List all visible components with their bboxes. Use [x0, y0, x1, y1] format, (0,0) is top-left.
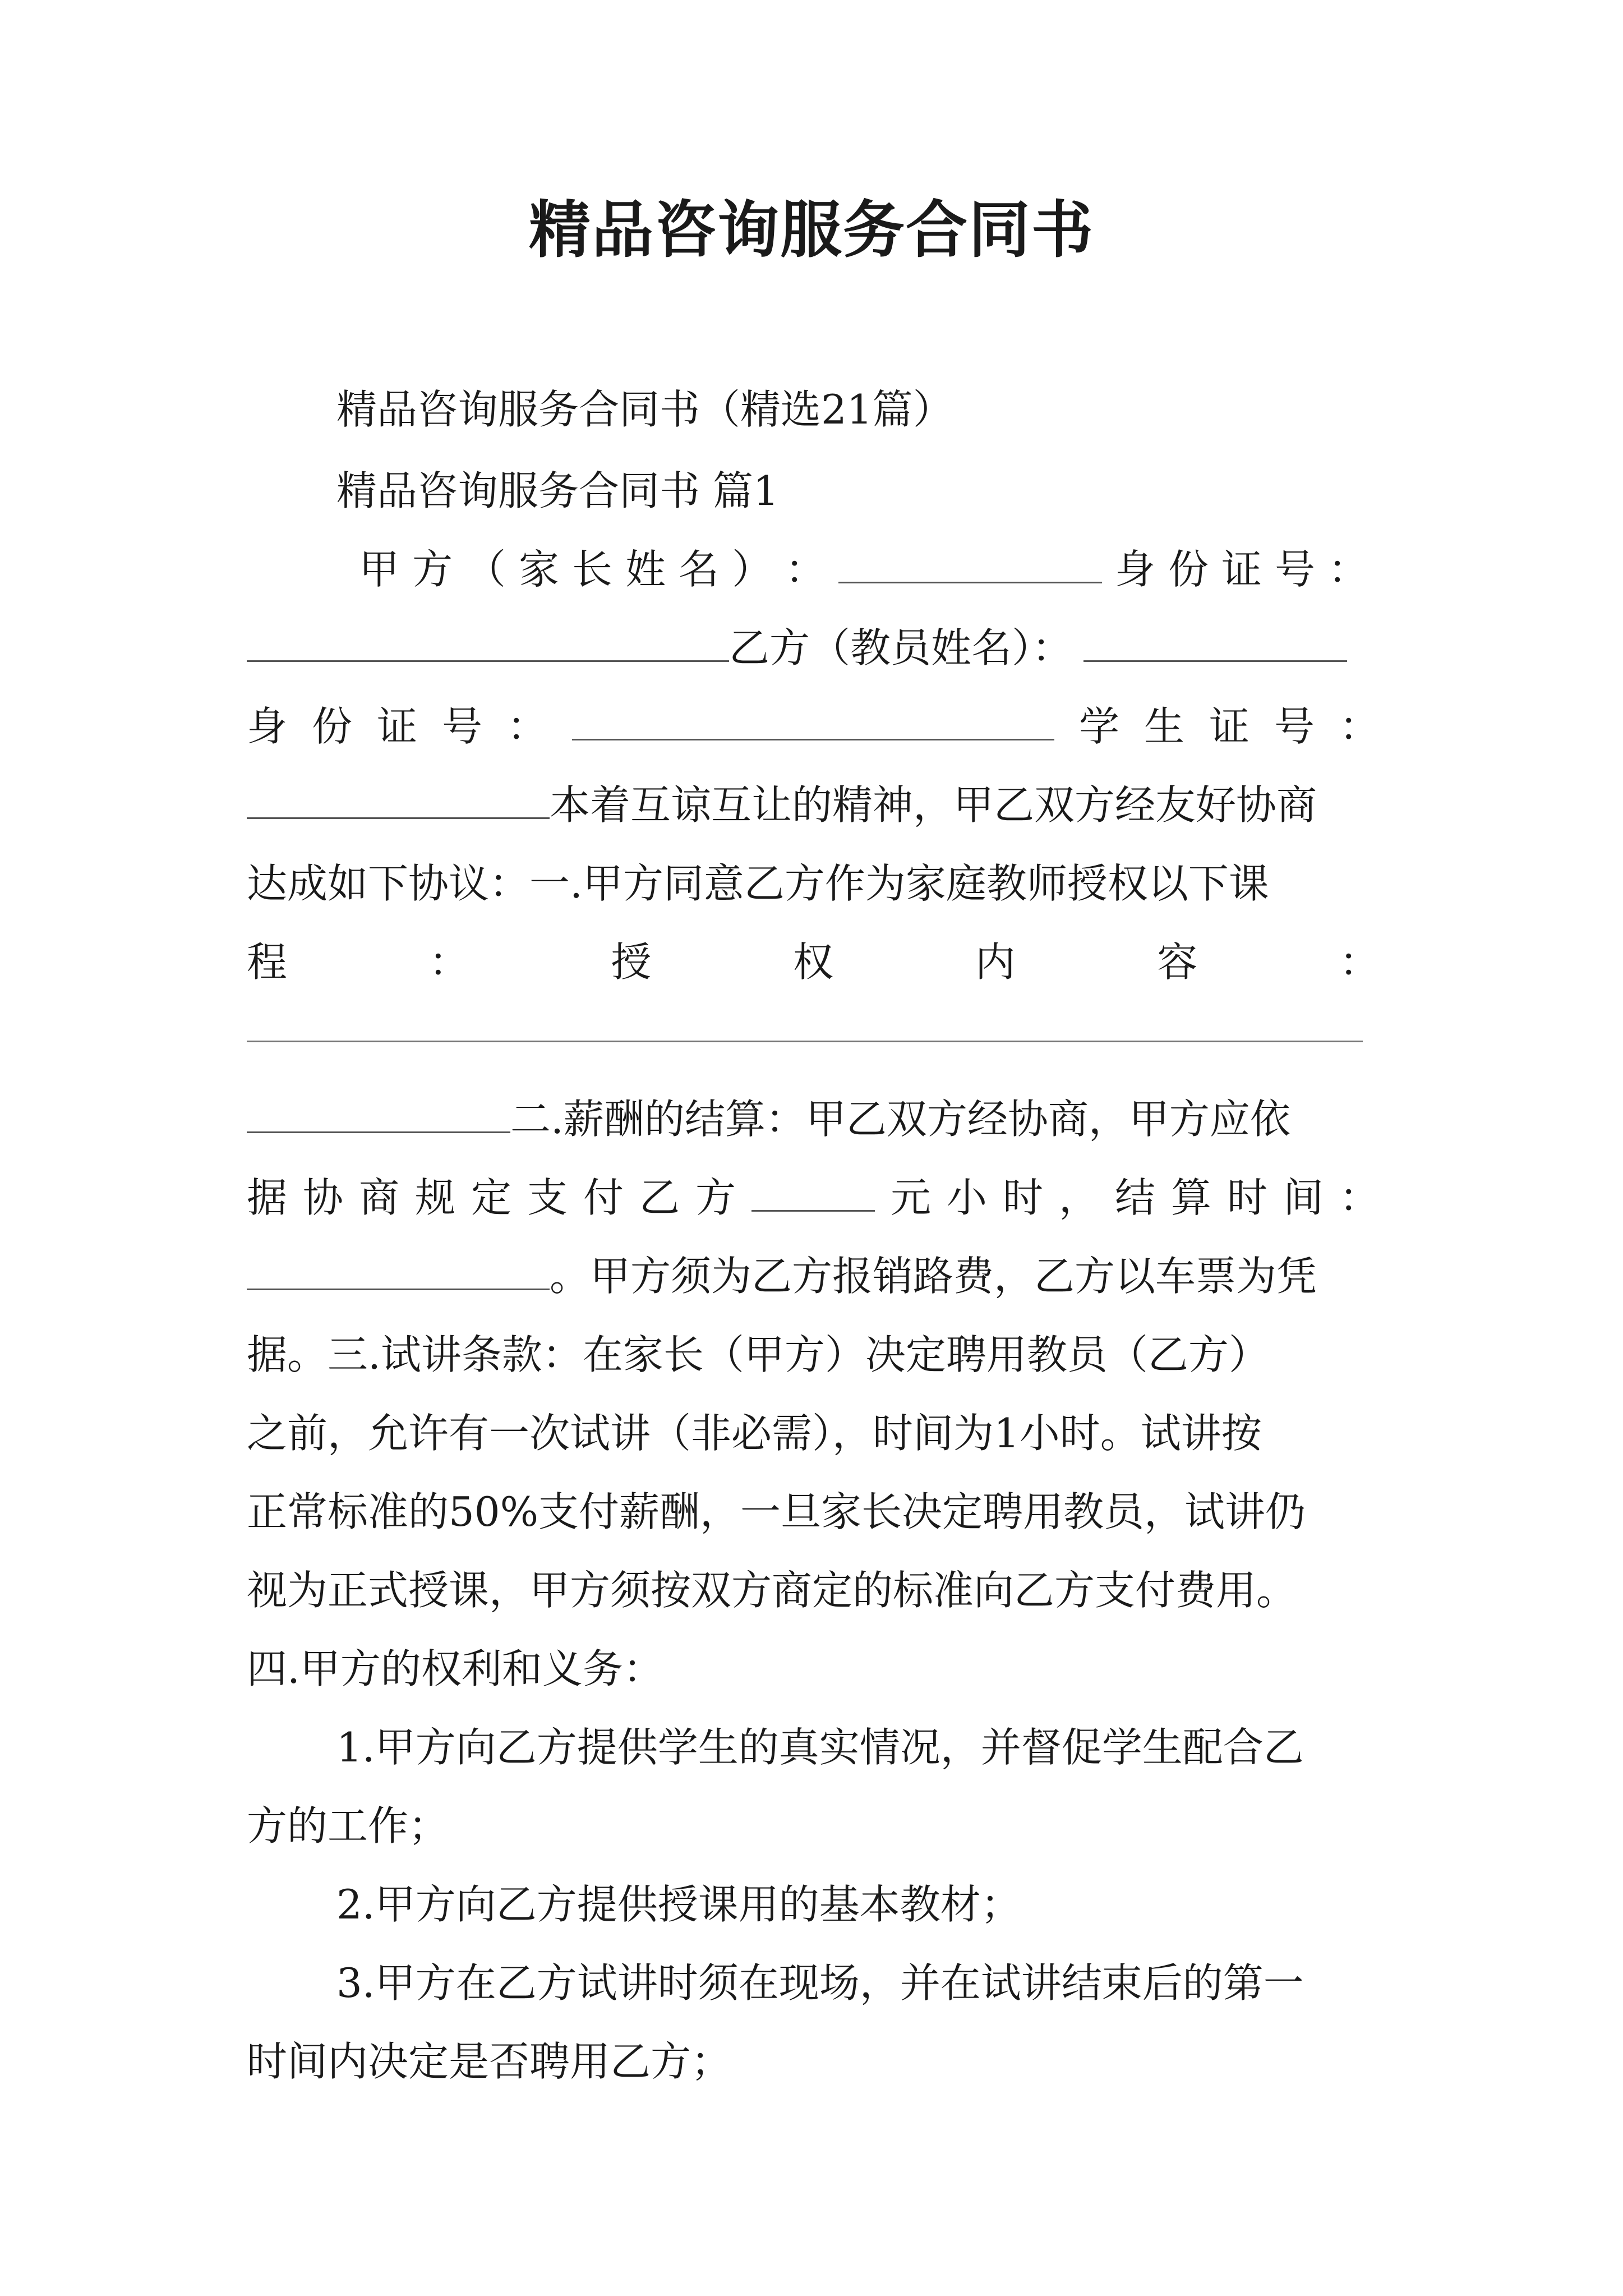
- authorization-content-blank: [247, 1041, 1363, 1042]
- party-b-id-blank: [572, 698, 1054, 740]
- party-a-id-blank: [247, 620, 729, 662]
- clause-3-line-2: 时间内决定是否聘用乙方；: [247, 2038, 732, 2085]
- student-id-blank: [247, 777, 550, 819]
- body-line-9: 。甲方须为乙方报销路费，乙方以车票为凭: [247, 1248, 1380, 1304]
- hourly-rate-blank: [751, 1170, 875, 1212]
- settlement-time-blank: [247, 1248, 550, 1290]
- section-four-heading: 四.甲方的权利和义务：: [247, 1645, 663, 1692]
- clause-3-line-1: 3.甲方在乙方试讲时须在现场，并在试讲结束后的第一: [336, 1959, 1304, 2007]
- party-b-name-blank: [1083, 620, 1347, 662]
- party-a-line: 甲 方 （ 家 长 姓 名 ） ： 身 份 证 号 ：: [359, 541, 1368, 597]
- body-line-7: 二.薪酬的结算：甲乙双方经协商，甲方应依: [247, 1091, 1380, 1147]
- body-line-10: 据。三.试讲条款：在家长（甲方）决定聘用教员（乙方）: [247, 1331, 1269, 1378]
- id-line: 身 份 证 号 ： 学 生 证 号 ：: [247, 698, 1380, 754]
- payment-line: 据 协 商 规 定 支 付 乙 方 元 小 时 ， 结 算 时 间 ：: [247, 1170, 1380, 1226]
- clause-1-line-1: 1.甲方向乙方提供学生的真实情况，并督促学生配合乙: [336, 1724, 1304, 1771]
- body-line-5: 达成如下协议：一.甲方同意乙方作为家庭教师授权以下课: [247, 860, 1269, 907]
- body-line-12: 正常标准的50%支付薪酬，一旦家长决定聘用教员，试讲仍: [247, 1488, 1306, 1535]
- section-heading: 精品咨询服务合同书 篇1: [336, 467, 779, 514]
- subtitle: 精品咨询服务合同书（精选21篇）: [336, 386, 953, 433]
- document-title: 精品咨询服务合同书: [529, 194, 1094, 266]
- body-line-11: 之前，允许有一次试讲（非必需），时间为1小时。试讲按: [247, 1410, 1262, 1457]
- body-line-4: 本着互谅互让的精神，甲乙双方经友好协商: [247, 777, 1380, 833]
- body-line-13: 视为正式授课，甲方须按双方商定的标准向乙方支付费用。: [247, 1567, 1297, 1614]
- authorization-end-blank: [247, 1091, 510, 1133]
- party-a-name-blank: [838, 541, 1102, 583]
- party-b-line: 乙方（教员姓名）：: [247, 620, 1380, 676]
- clause-1-line-2: 方的工作；: [247, 1802, 449, 1849]
- clause-2: 2.甲方向乙方提供授课用的基本教材；: [336, 1881, 1021, 1928]
- authorization-line: 程 ： 授 权 内 容 ：: [247, 938, 1380, 986]
